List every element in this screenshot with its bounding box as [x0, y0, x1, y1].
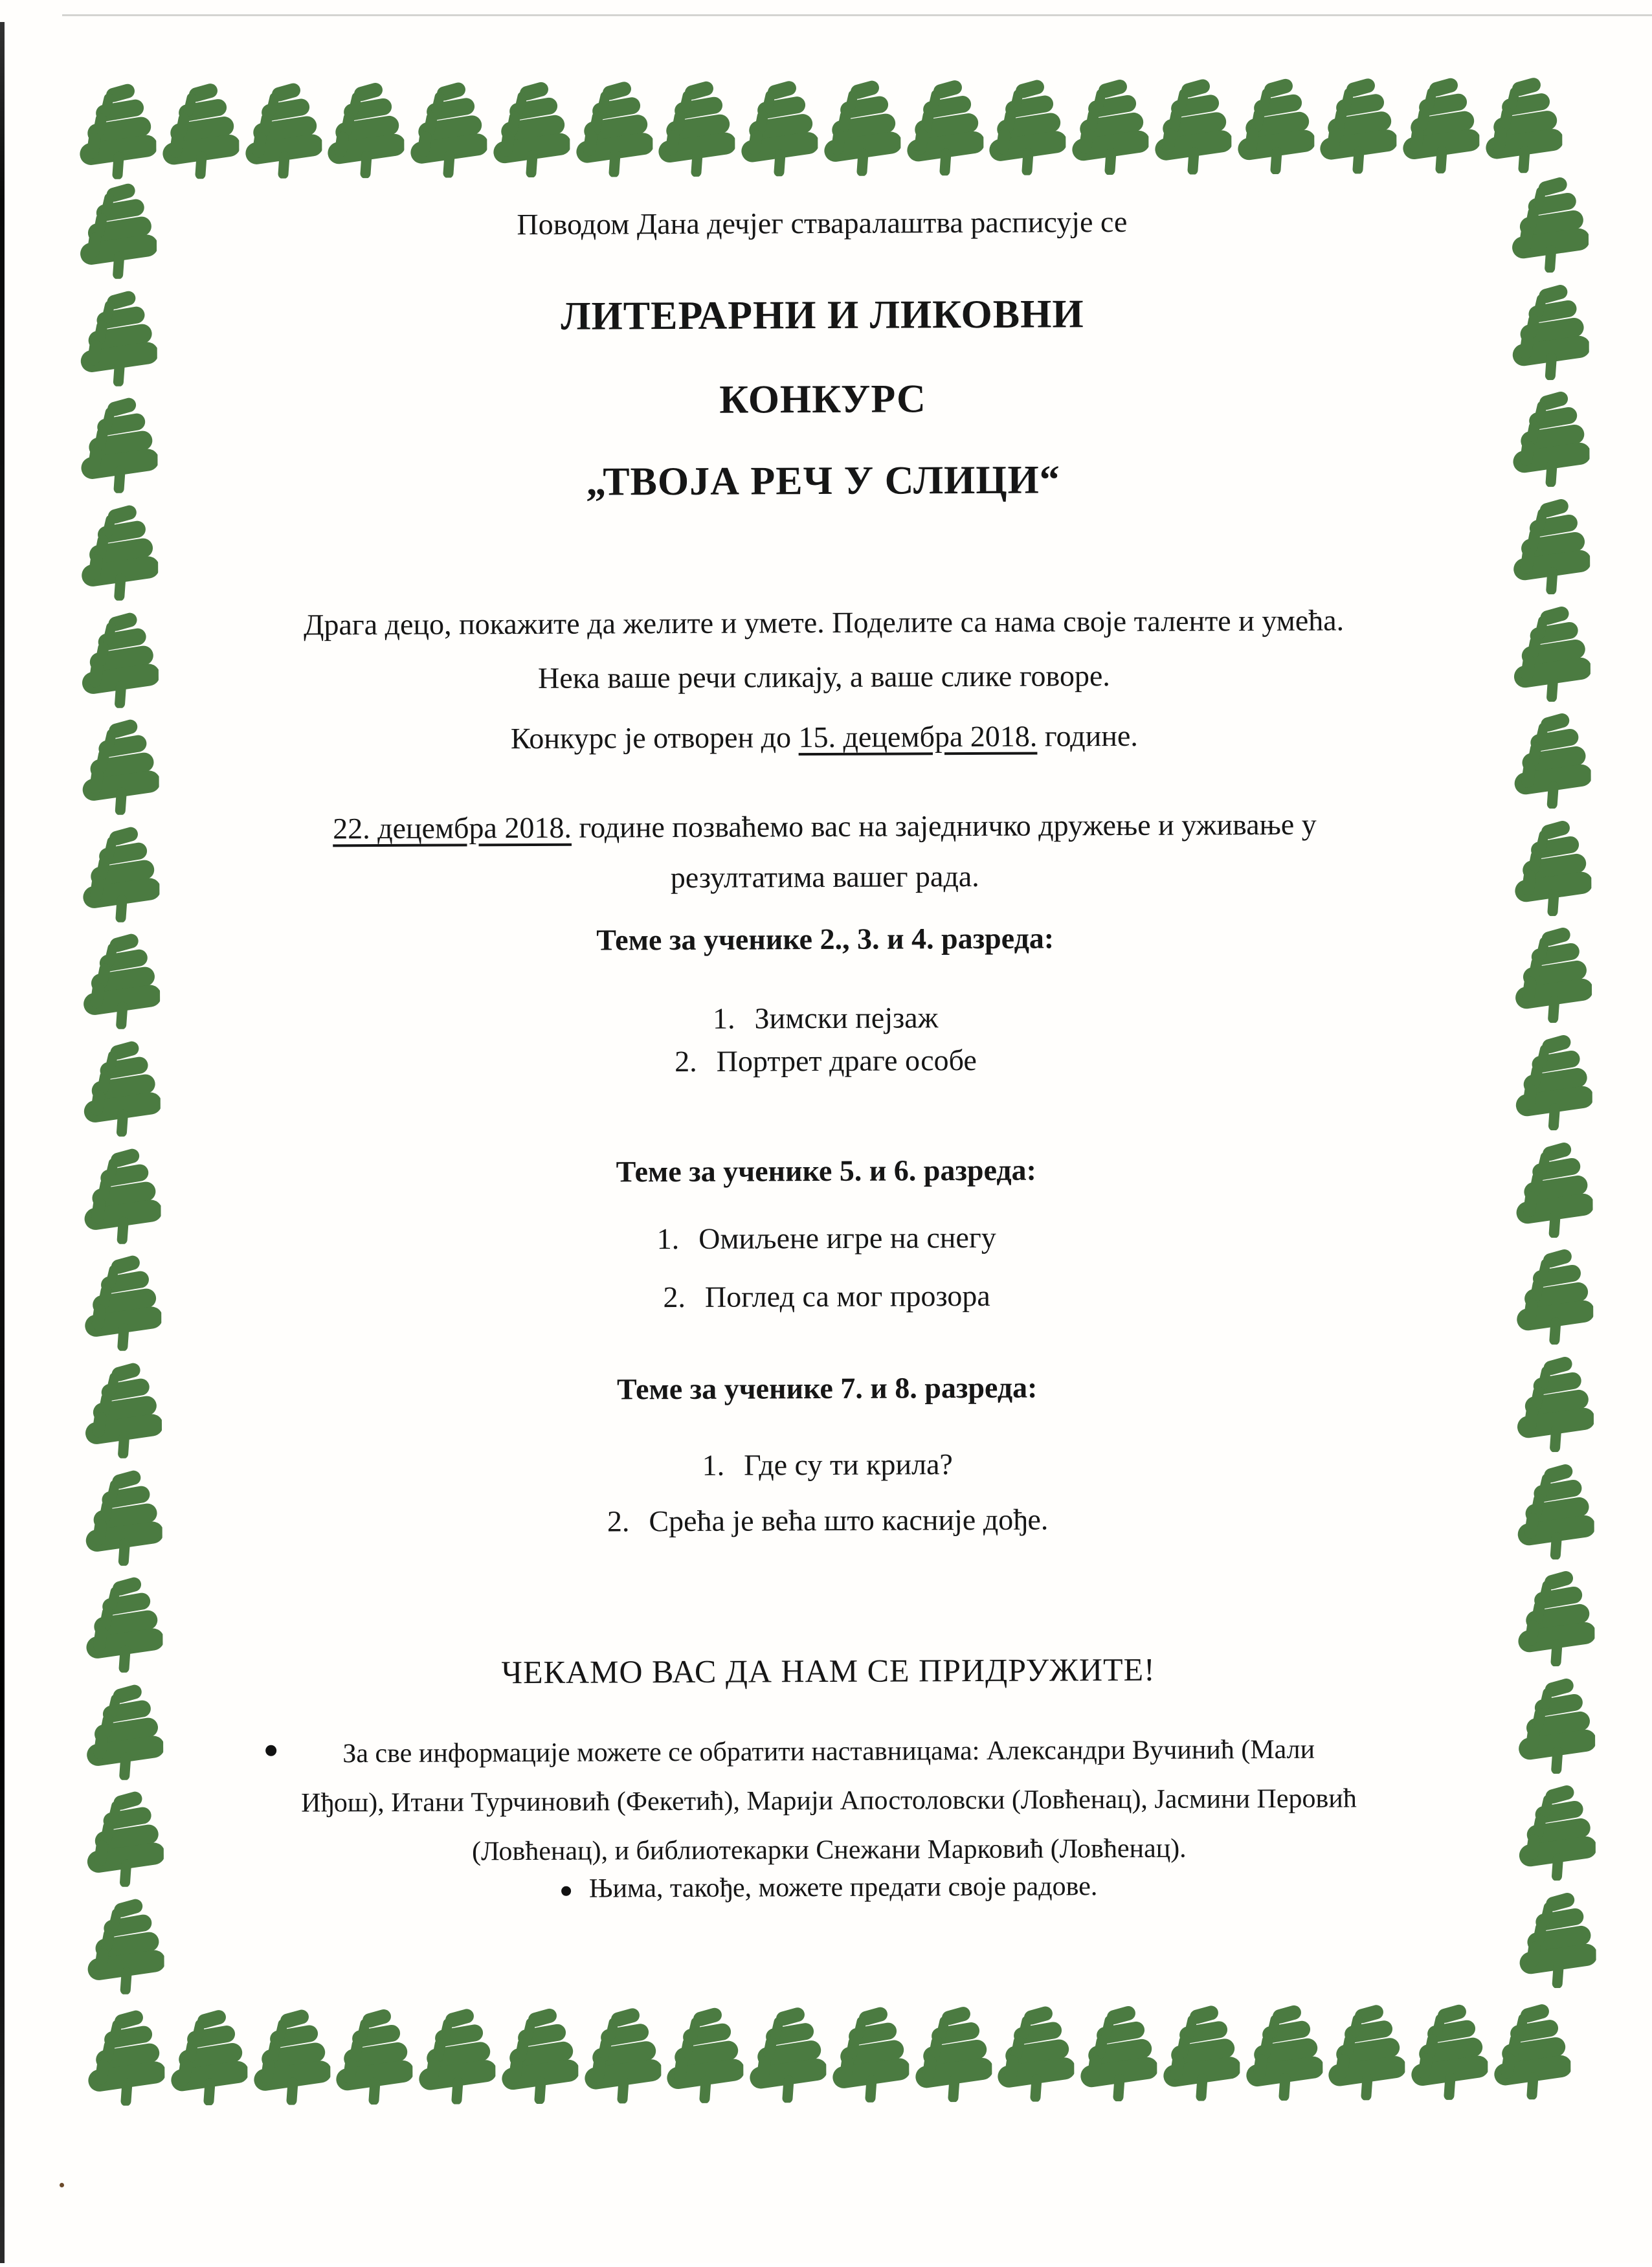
pine-tree-icon [80, 610, 159, 708]
topic-number: 1. [712, 1001, 735, 1035]
topic-number: 2. [607, 1504, 630, 1538]
scanner-edge-artifact [0, 22, 5, 2263]
pine-tree-icon [1517, 1569, 1595, 1667]
pine-tree-icon [80, 396, 158, 494]
section-heading-grades-5-6: Теме за ученике 5. и 6. разреда: [616, 1153, 1037, 1189]
topic-text: Срећа је већа што касније дође. [649, 1502, 1049, 1538]
bullet-dot-icon [265, 1745, 276, 1756]
pine-tree-icon [1516, 1355, 1594, 1453]
pine-tree-icon [1484, 76, 1563, 173]
tree-border-left [79, 181, 164, 1994]
pine-tree-icon [1511, 282, 1589, 380]
topic-item [206, 1041, 1444, 1080]
pine-tree-icon [1515, 1140, 1593, 1238]
deadline-date: 15. децембра 2018. [798, 719, 1038, 754]
submit-bullet [210, 1870, 1448, 1906]
topic-item [209, 1501, 1447, 1540]
topic-item [208, 1277, 1446, 1316]
section-heading-grades-2-4: Теме за ученике 2., 3. и 4. разреда: [596, 921, 1055, 957]
deadline-suffix: године. [1037, 719, 1138, 753]
info-bullet: За све информације можете се обратити наставницама: Александри Вучинић (Мали Иђош), Итани Турчиновић (Фекетић), Марији Апостоловски (Ловћенац), Јасмини Перовић (Ловћенац), и библиотекарки Снежани Марковић (Ловћенац). [301, 1734, 1357, 1867]
pine-tree-icon [86, 1897, 164, 1994]
event-line [262, 799, 1389, 905]
closing-line: ЧЕКАМО ВАС ДА НАМ СЕ ПРИДРУЖИТЕ! [501, 1651, 1155, 1691]
deadline-prefix: Конкурс је отворен до [510, 720, 799, 755]
pine-tree-icon [1511, 175, 1589, 273]
event-rest: године позваћемо вас на заједничко дружење и уживање у резултатима вашег рада. [571, 807, 1317, 895]
pine-tree-icon [85, 1576, 163, 1673]
pine-tree-icon [84, 1361, 162, 1458]
pine-tree-icon [79, 289, 157, 386]
pine-tree-icon [82, 932, 161, 1030]
topic-text: Поглед са мог прозора [704, 1279, 990, 1313]
pine-tree-icon [1512, 604, 1591, 702]
pine-tree-icon [1512, 390, 1590, 487]
flyer-content [202, 0, 1449, 2266]
section-heading-grades-7-8: Теме за ученике 7. и 8. разреда: [616, 1370, 1038, 1406]
pine-tree-icon [85, 1682, 164, 1780]
pine-tree-icon [83, 1146, 161, 1244]
contest-title-line-1: ЛИТЕРАРНИ И ЛИКОВНИ [561, 292, 1084, 339]
scanner-line-artifact [62, 14, 1652, 16]
pine-tree-icon [1493, 2002, 1571, 2100]
bullet-dot-icon [561, 1886, 571, 1896]
scanner-speck-artifact [60, 2183, 64, 2187]
pine-tree-icon [1518, 1891, 1596, 1989]
submit-bullet-text: Њима, такође, можете предати своје радове. [588, 1871, 1098, 1904]
pine-tree-icon [1514, 926, 1592, 1023]
topic-text: Портрет драге особе [716, 1043, 977, 1078]
pine-tree-icon [1515, 1247, 1594, 1345]
pine-tree-icon [84, 1254, 162, 1352]
pine-tree-icon [78, 82, 157, 180]
topic-item [208, 1218, 1446, 1258]
deadline-line [205, 717, 1443, 757]
tree-border-right [1511, 175, 1596, 1988]
pine-tree-icon [82, 825, 160, 922]
topic-number: 2. [663, 1280, 686, 1314]
pine-tree-icon [87, 2008, 165, 2106]
pine-tree-icon [1513, 711, 1591, 809]
topic-item [208, 1445, 1446, 1484]
contest-title-line-3: „ТВОЈА РЕЧ У СЛИЦИ“ [586, 458, 1060, 504]
topic-text: Омиљене игре на снегу [698, 1220, 996, 1255]
pine-tree-icon [1512, 497, 1591, 595]
pine-tree-icon [1517, 1677, 1596, 1774]
intro-line: Поводом Дана дечјег стваралаштва расписује се [517, 205, 1128, 241]
pine-tree-icon [1517, 1783, 1596, 1881]
pine-tree-icon [82, 1039, 161, 1137]
pine-tree-icon [81, 718, 159, 816]
pine-tree-icon [84, 1468, 162, 1566]
topic-number: 2. [675, 1044, 697, 1078]
intro-paragraph: Драга децо, покажите да желите и умете. Поделите са нама своје таленте и умећа. Нека ваше речи сликају, а ваше слике говоре. [303, 603, 1345, 695]
pine-tree-icon [1513, 819, 1592, 917]
pine-tree-icon [80, 503, 159, 601]
contest-title-line-2: КОНКУРС [719, 377, 926, 422]
pine-tree-icon [79, 181, 157, 279]
pine-tree-icon [85, 1790, 164, 1888]
topic-item [206, 998, 1444, 1038]
topic-text: Зимски пејзаж [754, 1001, 939, 1035]
topic-number: 1. [656, 1222, 680, 1256]
pine-tree-icon [1514, 1033, 1592, 1131]
event-date: 22. децембра 2018. [333, 810, 572, 845]
pine-tree-icon [1516, 1462, 1594, 1559]
topic-number: 1. [702, 1448, 725, 1482]
topic-text: Где су ти крила? [744, 1447, 953, 1482]
